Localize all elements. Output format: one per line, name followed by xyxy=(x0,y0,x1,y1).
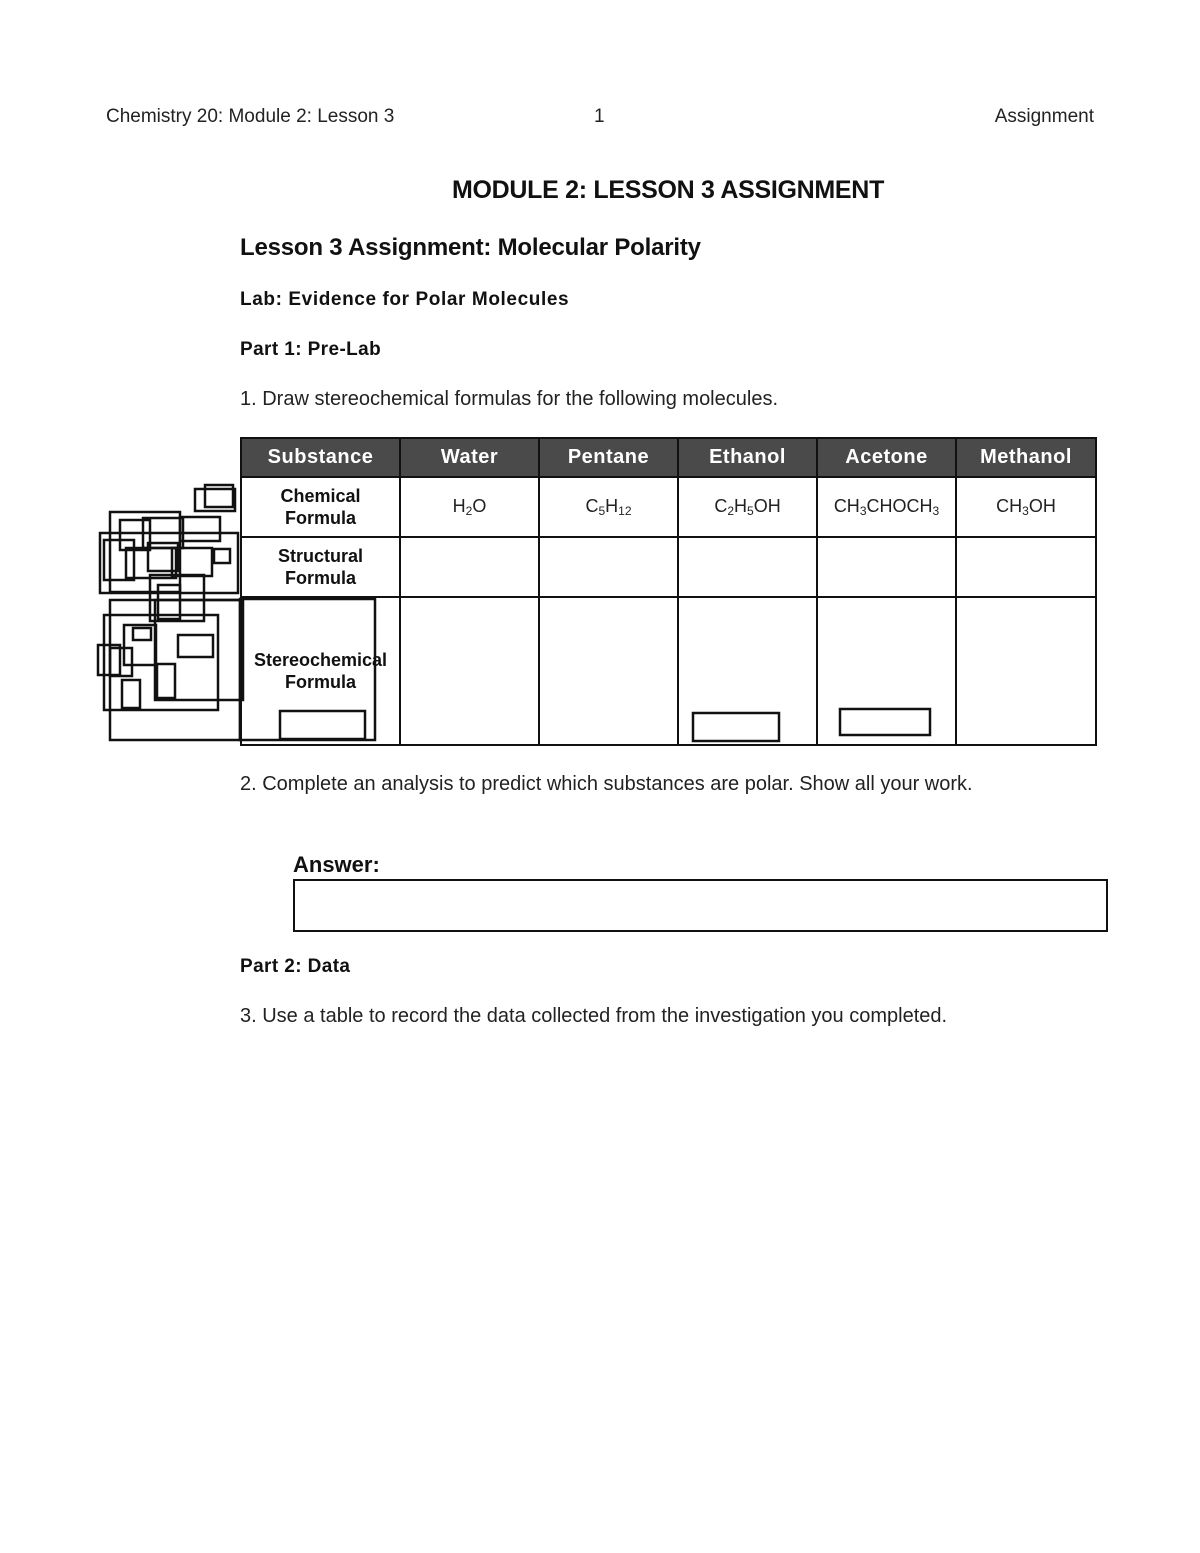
table-cell-empty[interactable] xyxy=(400,537,539,597)
column-header-pentane: Pentane xyxy=(539,438,678,477)
outline-box xyxy=(100,533,238,593)
outline-box xyxy=(180,517,220,541)
row-label-line1: Structural xyxy=(277,546,364,566)
table-cell-empty[interactable] xyxy=(400,597,539,745)
outline-box xyxy=(155,600,243,700)
row-label-line2: Formula xyxy=(284,508,356,528)
assignment-title: Lesson 3 Assignment: Molecular Polarity xyxy=(240,234,701,261)
outline-box xyxy=(195,489,235,511)
formula-subscript: 3 xyxy=(859,504,867,518)
page-title: MODULE 2: LESSON 3 ASSIGNMENT xyxy=(451,176,885,204)
outline-box xyxy=(158,585,180,619)
formula-methanol: $CH_3OH$ xyxy=(956,477,1096,537)
column-header-acetone: Acetone xyxy=(817,438,956,477)
question-1: 1. Draw stereochemical formulas for the following molecules. xyxy=(240,388,778,410)
outline-box xyxy=(110,648,132,676)
outline-box xyxy=(205,485,233,507)
table-cell-empty[interactable] xyxy=(678,537,817,597)
outline-box xyxy=(104,615,218,710)
row-label-line2: Formula xyxy=(284,672,356,692)
outline-box xyxy=(120,520,150,550)
table-cell-empty[interactable] xyxy=(817,537,956,597)
column-header-water: Water xyxy=(400,438,539,477)
header-course: Chemistry 20: Module 2: Lesson 3 xyxy=(106,106,395,127)
outline-box xyxy=(157,664,175,698)
table-row-chemical-formula xyxy=(241,477,1096,537)
formula-water: $H_2O$ xyxy=(400,477,539,537)
formula-subscript: 5 xyxy=(747,504,754,518)
outline-box xyxy=(150,575,204,621)
table-cell-empty[interactable] xyxy=(817,597,956,745)
formula-subscript: 2 xyxy=(465,504,473,518)
outline-box xyxy=(122,680,140,708)
row-label-line1: Stereochemical xyxy=(253,650,388,670)
formula-acetone: $CH_3CHOCH_3$ xyxy=(817,477,956,537)
outline-box xyxy=(110,512,180,592)
outline-box xyxy=(124,625,156,665)
table-cell-empty[interactable] xyxy=(956,597,1096,745)
part1-heading: Part 1: Pre-Lab xyxy=(240,339,382,360)
table-cell-empty[interactable] xyxy=(539,537,678,597)
outline-box xyxy=(143,518,183,548)
formula-table xyxy=(240,437,1097,746)
header-doc-type: Assignment xyxy=(994,106,1094,127)
outline-box xyxy=(110,600,240,740)
outline-box xyxy=(172,548,212,576)
row-label-stereochemical-formula xyxy=(241,597,400,745)
outline-box xyxy=(126,548,176,578)
column-header-methanol: Methanol xyxy=(956,438,1096,477)
row-label-line2: Formula xyxy=(284,568,356,588)
column-header-substance: Substance xyxy=(241,438,400,477)
row-label-chemical-formula xyxy=(241,477,400,537)
question-2: 2. Complete an analysis to predict which substances are polar. Show all your work. xyxy=(240,773,973,795)
row-label-line1: Chemical xyxy=(280,486,361,506)
part2-heading: Part 2: Data xyxy=(240,956,351,977)
formula-subscript: 2 xyxy=(727,504,734,518)
table-header-row xyxy=(241,438,1096,477)
formula-subscript: 3 xyxy=(1022,504,1029,518)
outline-box xyxy=(214,549,230,563)
table-cell-empty[interactable] xyxy=(678,597,817,745)
formula-subscript: 5 xyxy=(598,504,606,518)
outline-box xyxy=(104,540,134,580)
table-cell-empty[interactable] xyxy=(956,537,1096,597)
answer-label: Answer: xyxy=(293,852,380,877)
question-3: 3. Use a table to record the data collected from the investigation you completed. xyxy=(240,1005,948,1027)
formula-pentane: $C_5H_{12}$ xyxy=(539,477,678,537)
table-cell-empty[interactable] xyxy=(539,597,678,745)
formula-subscript: 12 xyxy=(618,504,632,518)
table-row-structural-formula xyxy=(241,537,1096,597)
answer-box[interactable] xyxy=(293,879,1108,932)
outline-box xyxy=(178,635,213,657)
formula-ethanol: $C_2H_5OH$ xyxy=(678,477,817,537)
formula-subscript: 3 xyxy=(932,504,940,518)
outline-box xyxy=(98,645,120,675)
header-page-number: 1 xyxy=(594,106,605,127)
row-label-structural-formula xyxy=(241,537,400,597)
table-row-stereochemical-formula xyxy=(241,597,1096,745)
column-header-ethanol: Ethanol xyxy=(678,438,817,477)
outline-box xyxy=(133,628,151,640)
outline-box xyxy=(148,543,178,571)
lab-title: Lab: Evidence for Polar Molecules xyxy=(240,289,570,310)
